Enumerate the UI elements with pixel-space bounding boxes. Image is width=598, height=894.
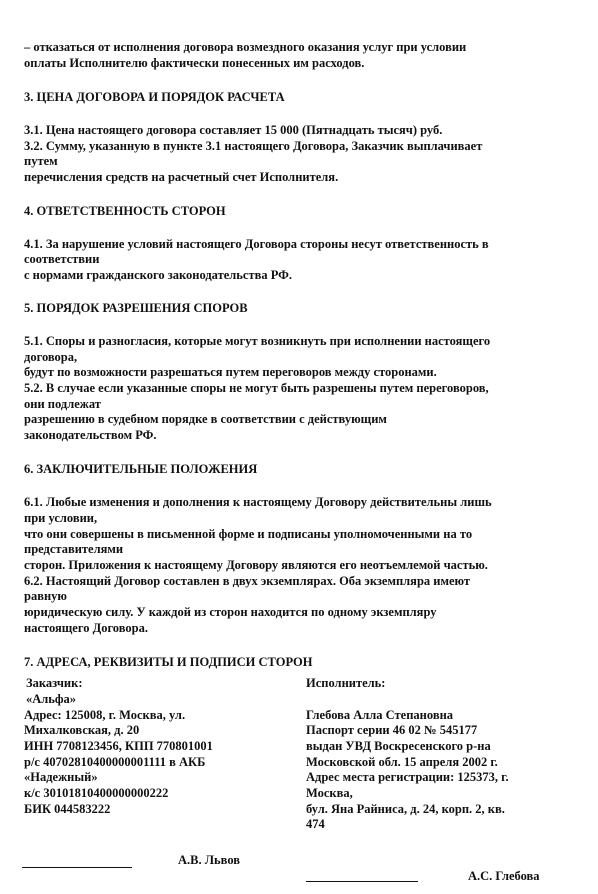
customer-name: «Альфа»: [26, 692, 77, 706]
section-6-line: равную: [24, 589, 67, 603]
contractor-detail: 474: [306, 817, 325, 831]
section-3-line: 3.1. Цена настоящего договора составляет 15 000 (Пятнадцать тысяч) руб.: [24, 123, 443, 137]
contractor-signature-name: А.С. Глебова: [468, 869, 540, 883]
customer-detail: ИНН 7708123456, КПП 770801001: [24, 739, 213, 753]
customer-detail: Михалковская, д. 20: [24, 723, 140, 737]
section-3-line: путем: [24, 154, 58, 168]
section-3-line: перечисления средств на расчетный счет Исполнителя.: [24, 170, 339, 184]
contractor-detail: Московской обл. 15 апреля 2002 г.: [306, 755, 498, 769]
section-4-line: соответствии: [24, 252, 100, 266]
customer-label: Заказчик:: [26, 676, 83, 690]
contractor-detail: бул. Яна Райниса, д. 24, корп. 2, кв.: [306, 802, 505, 816]
contractor-detail: Москва,: [306, 786, 353, 800]
customer-detail: Адрес: 125008, г. Москва, ул.: [24, 708, 186, 722]
section-5-line: законодательством РФ.: [24, 428, 157, 442]
customer-detail: «Надежный»: [24, 770, 98, 784]
contractor-signature-line: [306, 881, 418, 882]
section-6-line: представителями: [24, 542, 124, 556]
section-6-line: сторон. Приложения к настоящему Договору являются его неотъемлемой частью.: [24, 558, 488, 572]
section-5-line: 5.1. Споры и разногласия, которые могут возникнуть при исполнении настоящего: [24, 334, 491, 348]
section-5-line: разрешению в судебном порядке в соответствии с действующим: [24, 412, 387, 426]
customer-signature-name: А.В. Львов: [178, 853, 241, 867]
customer-detail: к/с 30101810400000000222: [24, 786, 169, 800]
section-3-line: 3.2. Сумму, указанную в пункте 3.1 настоящего Договора, Заказчик выплачивает: [24, 139, 483, 153]
section-4-line: 4.1. За нарушение условий настоящего Договора стороны несут ответственность в: [24, 237, 489, 251]
customer-signature-line: [22, 867, 132, 868]
section-6-line: 6.2. Настоящий Договор составлен в двух экземплярах. Оба экземпляра имеют: [24, 574, 471, 588]
section-5-line: 5.2. В случае если указанные споры не могут быть разрешены путем переговоров,: [24, 381, 489, 395]
section-6-line: что они совершены в письменной форме и подписаны уполномоченными на то: [24, 527, 473, 541]
section-7-title: 7. АДРЕСА, РЕКВИЗИТЫ И ПОДПИСИ СТОРОН: [24, 655, 313, 669]
contractor-label: Исполнитель:: [306, 676, 386, 690]
section-4-line: с нормами гражданского законодательства РФ.: [24, 268, 293, 282]
section-5-title: 5. ПОРЯДОК РАЗРЕШЕНИЯ СПОРОВ: [24, 301, 248, 315]
customer-detail: р/с 40702810400000001111 в АКБ: [24, 755, 206, 769]
section-5-line: они подлежат: [24, 397, 101, 411]
section-6-line: при условии,: [24, 511, 98, 525]
intro-line: – отказаться от исполнения договора возмездного оказания услуг при условии: [24, 40, 467, 54]
contractor-detail: Паспорт серии 46 02 № 545177: [306, 723, 478, 737]
contractor-name: Глебова Алла Степановна: [306, 708, 454, 722]
section-4-title: 4. ОТВЕТСТВЕННОСТЬ СТОРОН: [24, 204, 226, 218]
customer-detail: БИК 044583222: [24, 802, 111, 816]
section-3-title: 3. ЦЕНА ДОГОВОРА И ПОРЯДОК РАСЧЕТА: [24, 90, 285, 104]
contractor-detail: Адрес места регистрации: 125373, г.: [306, 770, 509, 784]
contractor-detail: выдан УВД Воскресенского р-на: [306, 739, 491, 753]
section-6-line: юридическую силу. У каждой из сторон находится по одному экземпляру: [24, 605, 437, 619]
section-5-line: будут по возможности разрешаться путем переговоров между сторонами.: [24, 365, 437, 379]
section-5-line: договора,: [24, 350, 78, 364]
intro-line: оплаты Исполнителю фактически понесенных им расходов.: [24, 56, 365, 70]
section-6-title: 6. ЗАКЛЮЧИТЕЛЬНЫЕ ПОЛОЖЕНИЯ: [24, 462, 258, 476]
section-6-line: 6.1. Любые изменения и дополнения к настоящему Договору действительны лишь: [24, 495, 492, 509]
section-6-line: настоящего Договора.: [24, 621, 148, 635]
